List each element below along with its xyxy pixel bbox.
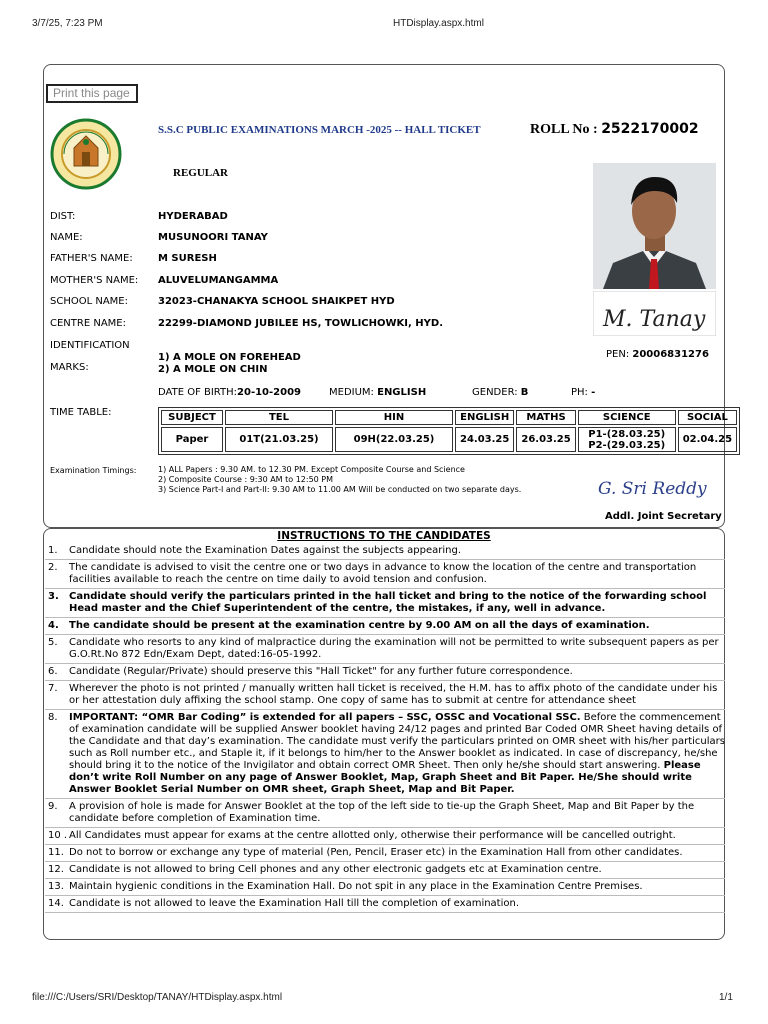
candidate-signature xyxy=(593,291,716,336)
telangana-emblem-icon xyxy=(50,118,122,190)
exam-timings: 1) ALL Papers : 9.30 AM. to 12.30 PM. Except Composite Course and Science 2) Composite Course : 9:30 AM to 12:50 PM 3) Science Part-I and Part-II: 9.30 AM to 11.00 AM Will be conducted on two separate days. xyxy=(158,465,522,494)
print-file-path: file:///C:/Users/SRI/Desktop/TANAY/HTDisplay.aspx.html xyxy=(32,992,283,1003)
candidate-photo xyxy=(593,163,716,289)
field-label-mother: MOTHER'S NAME: xyxy=(50,275,139,286)
field-value-name: MUSUNOORI TANAY xyxy=(158,232,268,243)
gender: GENDER: B xyxy=(472,387,529,398)
secretary-signature-text: G. Sri Reddy xyxy=(598,479,707,499)
timetable-header: SOCIAL xyxy=(678,410,737,425)
timetable-cell-science: P1-(28.03.25) P2-(29.03.25) xyxy=(578,427,676,452)
list-item: 12. Candidate is not allowed to bring Cell phones and any other electronic gadgets etc at Examination centre. xyxy=(45,862,725,879)
ph-status: PH: - xyxy=(571,387,596,398)
field-label-name: NAME: xyxy=(50,232,83,243)
date-of-birth: DATE OF BIRTH:20-10-2009 xyxy=(158,387,301,398)
instructions-title: INSTRUCTIONS TO THE CANDIDATES xyxy=(277,530,491,542)
identification-mark-1: 1) A MOLE ON FOREHEAD xyxy=(158,352,301,363)
timetable-cell: 24.03.25 xyxy=(455,427,514,452)
list-item: 8. IMPORTANT: “OMR Bar Coding” is extended for all papers – SSC, OSSC and Vocational SSC. Before the commencement of examination candidate will be supplied Answer booklet having 24/12 pages and printed Bar Coded OMR Sheet having details of the Candidate and that day’s examination. The candidate must verify the particulars printed on OMR sheet with his/her particulars such as Roll number etc., and Staple it, if it belongs to him/her to the Answer booklet as indicated. In case of discrepancy, he/she should bring it to the notice of the Invigilator and obtain correct OMR Sheet. Then only he/she should start answering. Please don’t write Roll Number on any page of Answer Booklet, Map, Graph Sheet and Bit Paper. He/She should write Answer Booklet Serial Number on OMR sheet, Graph Sheet, Map and Bit Paper. xyxy=(45,710,725,799)
timings-label: Examination Timings: xyxy=(50,466,137,475)
list-item: 11. Do not to borrow or exchange any type of material (Pen, Pencil, Eraser etc) in the Examination Hall from other candidates. xyxy=(45,845,725,862)
field-value-dist: HYDERABAD xyxy=(158,211,228,222)
print-page-count: 1/1 xyxy=(719,992,733,1003)
field-label-school: SCHOOL NAME: xyxy=(50,296,128,307)
timetable-cell: 01T(21.03.25) xyxy=(225,427,333,452)
hall-ticket-title: S.S.C PUBLIC EXAMINATIONS MARCH -2025 -- HALL TICKET xyxy=(158,124,481,136)
secretary-designation: Addl. Joint Secretary xyxy=(605,511,722,522)
list-item: 7. Wherever the photo is not printed / manually written hall ticket is received, the H.M. has to affix photo of the candidate under his or her attestation duly affixing the school stamp. One copy of same has to submit at centre for attendance sheet xyxy=(45,681,725,710)
field-value-school: 32023-CHANAKYA SCHOOL SHAIKPET HYD xyxy=(158,296,395,307)
marks-label: MARKS: xyxy=(50,362,89,373)
timetable-header: SCIENCE xyxy=(578,410,676,425)
field-label-centre: CENTRE NAME: xyxy=(50,318,126,329)
field-label-father: FATHER'S NAME: xyxy=(50,253,133,264)
timetable-cell: 02.04.25 xyxy=(678,427,737,452)
list-item: 5. Candidate who resorts to any kind of malpractice during the examination will not be permitted to write subsequent papers as per G.O.Rt.No 872 Edn/Exam Dept, dated:16-05-1992. xyxy=(45,635,725,664)
timetable-header: TEL xyxy=(225,410,333,425)
candidate-category: REGULAR xyxy=(173,167,229,179)
pen-number: PEN: 20006831276 xyxy=(606,349,709,360)
medium: MEDIUM: ENGLISH xyxy=(329,387,427,398)
timetable-cell: 09H(22.03.25) xyxy=(335,427,453,452)
identification-mark-2: 2) A MOLE ON CHIN xyxy=(158,364,268,375)
timetable-header: SUBJECT xyxy=(161,410,223,425)
timetable-label: TIME TABLE: xyxy=(50,407,112,418)
timetable xyxy=(158,407,740,455)
print-page-title: HTDisplay.aspx.html xyxy=(393,18,484,29)
list-item: 2. The candidate is advised to visit the centre one or two days in advance to know the location of the centre and transportation facilities available to reach the centre on time daily to avoid tension and confusion. xyxy=(45,560,725,589)
field-value-centre: 22299-DIAMOND JUBILEE HS, TOWLICHOWKI, HYD. xyxy=(158,318,443,329)
list-item: 6. Candidate (Regular/Private) should preserve this "Hall Ticket" for any further future correspondence. xyxy=(45,664,725,681)
timetable-header: ENGLISH xyxy=(455,410,514,425)
list-item: 9. A provision of hole is made for Answer Booklet at the top of the left side to tie-up the Graph Sheet, Map and Bit Paper by the candidate before completion of Examination time. xyxy=(45,799,725,828)
field-label-dist: DIST: xyxy=(50,211,76,222)
list-item: 3. Candidate should verify the particulars printed in the hall ticket and bring to the notice of the forwarding school Head master and the Chief Superintendent of the centre, the mistakes, if any, well in advance. xyxy=(45,589,725,618)
print-page-button[interactable]: Print this page xyxy=(46,84,138,103)
list-item: 4. The candidate should be present at the examination centre by 9.00 AM on all the days of examination. xyxy=(45,618,725,635)
field-value-mother: ALUVELUMANGAMMA xyxy=(158,275,279,286)
signature-text: M. Tanay xyxy=(603,307,706,332)
timetable-header: HIN xyxy=(335,410,453,425)
list-item: 14. Candidate is not allowed to leave the Examination Hall till the completion of examination. xyxy=(45,896,725,913)
roll-number: ROLL No : 2522170002 xyxy=(530,121,699,137)
timetable-cell: 26.03.25 xyxy=(516,427,575,452)
print-datetime: 3/7/25, 7:23 PM xyxy=(32,18,103,29)
list-item: 13. Maintain hygienic conditions in the Examination Hall. Do not spit in any place in the Examination Centre Premises. xyxy=(45,879,725,896)
list-item: 10 . All Candidates must appear for exams at the centre allotted only, otherwise their performance will be cancelled outright. xyxy=(45,828,725,845)
instructions-list xyxy=(45,543,725,913)
secretary-signature xyxy=(596,468,720,504)
timetable-cell: Paper xyxy=(161,427,223,452)
timetable-header: MATHS xyxy=(516,410,575,425)
identification-label: IDENTIFICATION xyxy=(50,340,130,351)
field-value-father: M SURESH xyxy=(158,253,217,264)
list-item: 1. Candidate should note the Examination Dates against the subjects appearing. xyxy=(45,543,725,560)
